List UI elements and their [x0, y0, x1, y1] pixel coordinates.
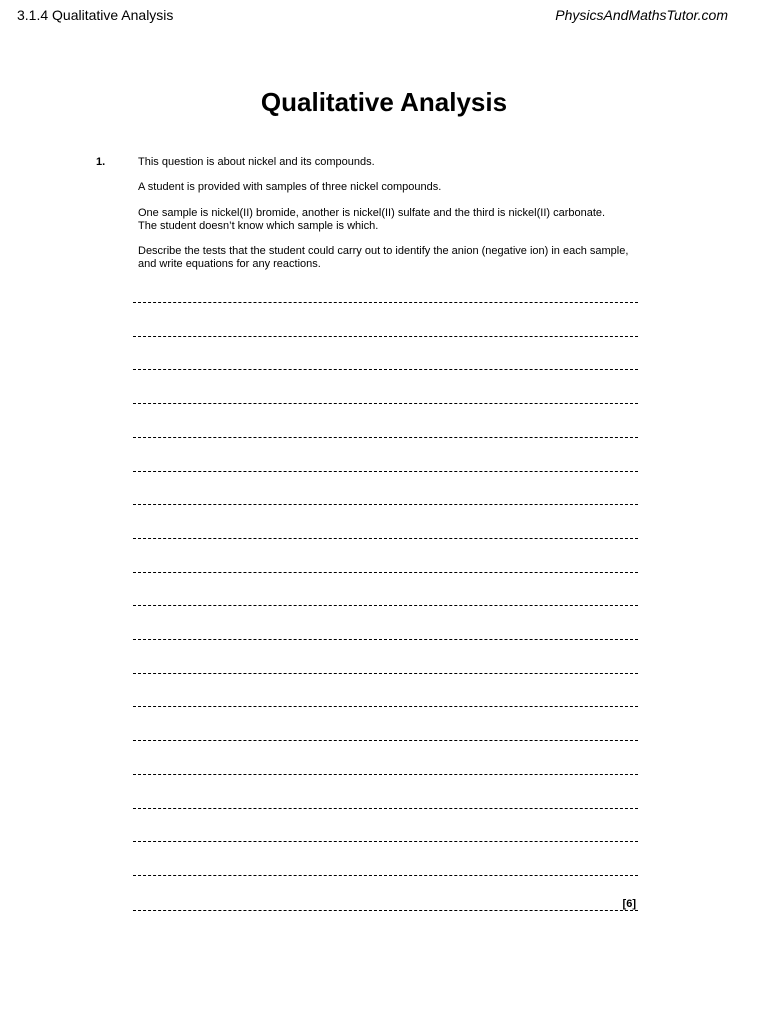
answer-line[interactable]	[133, 369, 638, 370]
answer-line[interactable]	[133, 605, 638, 606]
header-site: PhysicsAndMathsTutor.com	[555, 7, 728, 23]
question-intro: This question is about nickel and its compounds.	[138, 156, 375, 168]
answer-line[interactable]	[133, 504, 638, 505]
answer-line[interactable]	[133, 302, 638, 303]
question-number: 1.	[96, 156, 106, 168]
answer-line[interactable]	[133, 841, 638, 842]
question-task: Describe the tests that the student could carry out to identify the anion (negative ion) in each sample, and write equations for any reactions.	[138, 245, 629, 270]
answer-line[interactable]	[133, 471, 638, 472]
answer-line[interactable]	[133, 673, 638, 674]
header-topic: 3.1.4 Qualitative Analysis	[17, 7, 174, 23]
answer-line[interactable]	[133, 910, 638, 911]
answer-line[interactable]	[133, 437, 638, 438]
marks-label: [6]	[622, 898, 636, 910]
answer-line[interactable]	[133, 774, 638, 775]
question-unknown: The student doesn’t know which sample is which.	[138, 220, 379, 232]
answer-line[interactable]	[133, 808, 638, 809]
answer-line[interactable]	[133, 538, 638, 539]
answer-line[interactable]	[133, 875, 638, 876]
answer-line[interactable]	[133, 706, 638, 707]
answer-line[interactable]	[133, 639, 638, 640]
answer-line[interactable]	[133, 403, 638, 404]
answer-line[interactable]	[133, 572, 638, 573]
question-context: A student is provided with samples of three nickel compounds.	[138, 181, 442, 193]
answer-line[interactable]	[133, 740, 638, 741]
page-title: Qualitative Analysis	[260, 87, 508, 117]
answer-line[interactable]	[133, 336, 638, 337]
question-samples: One sample is nickel(II) bromide, another is nickel(II) sulfate and the third is nickel(II) carbonate.	[138, 207, 606, 219]
